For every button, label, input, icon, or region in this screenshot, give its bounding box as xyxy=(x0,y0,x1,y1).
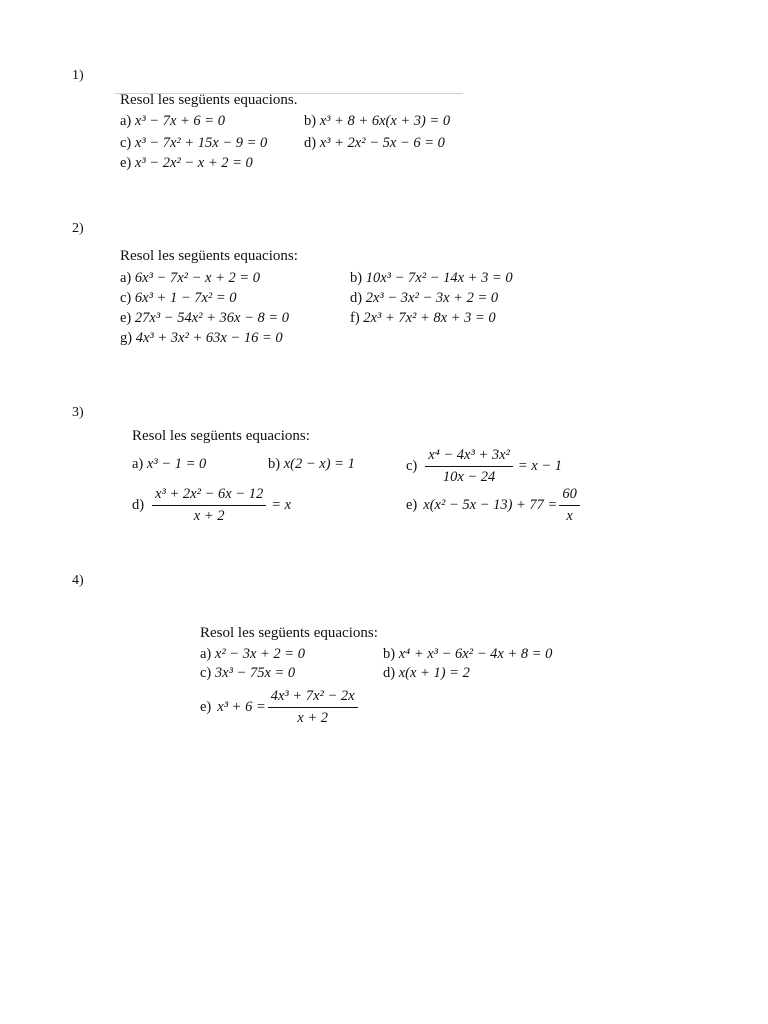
equation-text: x³ − 1 = 0 xyxy=(146,456,207,472)
equation-text: x³ + 6 = xyxy=(217,699,266,715)
exercise-heading: Resol les següents equacions: xyxy=(120,248,298,264)
fraction-numerator: 60 xyxy=(559,486,580,506)
equation-item xyxy=(350,270,513,287)
item-label: g) xyxy=(120,330,133,346)
item-label: c) xyxy=(200,665,212,681)
equation-item xyxy=(350,290,498,307)
fraction-denominator: x + 2 xyxy=(193,508,225,524)
item-label: e) xyxy=(120,155,132,171)
item-label: c) xyxy=(406,458,418,474)
exercise-number: 3) xyxy=(72,405,84,420)
fraction xyxy=(425,447,513,486)
equation-item xyxy=(200,665,295,682)
item-label: a) xyxy=(132,456,144,472)
exercise-number: 4) xyxy=(72,573,84,588)
equation-item xyxy=(304,113,450,130)
equation-item xyxy=(406,486,582,525)
equation-item xyxy=(268,456,355,473)
equation-text: 6x³ + 1 − 7x² = 0 xyxy=(134,290,237,306)
fraction-denominator: 10x − 24 xyxy=(442,469,496,485)
item-label: a) xyxy=(120,113,132,129)
equation-text: 6x³ − 7x² − x + 2 = 0 xyxy=(134,270,261,286)
fraction-denominator: x xyxy=(566,508,573,524)
equation-item xyxy=(120,155,253,172)
equation-text: x(2 − x) = 1 xyxy=(283,456,355,472)
item-label: b) xyxy=(383,646,396,662)
item-label: e) xyxy=(406,497,418,513)
equation-item xyxy=(120,113,225,130)
item-label: f) xyxy=(350,310,360,326)
item-label: b) xyxy=(268,456,281,472)
item-label: e) xyxy=(120,310,132,326)
item-label: e) xyxy=(200,699,212,715)
equation-item xyxy=(350,310,496,327)
equation-item xyxy=(120,310,289,327)
equation-text: x(x + 1) = 2 xyxy=(398,665,470,681)
equation-text: x³ − 7x + 6 = 0 xyxy=(134,113,225,129)
item-label: d) xyxy=(304,135,317,151)
equation-item xyxy=(120,135,267,152)
equation-item xyxy=(132,456,206,473)
equation-text: x³ − 2x² − x + 2 = 0 xyxy=(134,155,253,171)
equation-item xyxy=(200,646,305,663)
fraction-numerator: x⁴ − 4x³ + 3x² xyxy=(425,447,513,467)
equation-text: x³ − 7x² + 15x − 9 = 0 xyxy=(134,135,268,151)
item-label: c) xyxy=(120,290,132,306)
exercise-heading: Resol les següents equacions: xyxy=(200,625,378,641)
equation-text: x⁴ + x³ − 6x² − 4x + 8 = 0 xyxy=(398,646,553,662)
fraction xyxy=(152,486,266,525)
equation-item xyxy=(120,270,260,287)
item-label: b) xyxy=(350,270,363,286)
equation-text: 10x³ − 7x² − 14x + 3 = 0 xyxy=(365,270,513,286)
equation-text: x³ + 2x² − 5x − 6 = 0 xyxy=(319,135,445,151)
equation-text: 27x³ − 54x² + 36x − 8 = 0 xyxy=(134,310,290,326)
equation-text: 2x³ − 3x² − 3x + 2 = 0 xyxy=(365,290,499,306)
exercise-number: 2) xyxy=(72,221,84,236)
equation-item xyxy=(304,135,445,152)
equation-text: x(x² − 5x − 13) + 77 = xyxy=(423,497,558,513)
item-label: b) xyxy=(304,113,317,129)
item-label: d) xyxy=(132,497,145,513)
equation-text: x³ + 8 + 6x(x + 3) = 0 xyxy=(319,113,451,129)
item-label: c) xyxy=(120,135,132,151)
equation-text: x² − 3x + 2 = 0 xyxy=(214,646,305,662)
item-label: a) xyxy=(200,646,212,662)
equation-item xyxy=(120,330,283,347)
equation-rhs: = x − 1 xyxy=(517,458,563,474)
item-label: d) xyxy=(383,665,396,681)
fraction-numerator: x³ + 2x² − 6x − 12 xyxy=(152,486,266,506)
equation-text: 3x³ − 75x = 0 xyxy=(214,665,296,681)
equation-item xyxy=(200,688,360,727)
fraction xyxy=(268,688,358,727)
fraction-denominator: x + 2 xyxy=(297,710,329,726)
fraction xyxy=(559,486,580,525)
equation-item xyxy=(383,665,470,682)
equation-text: 4x³ + 3x² + 63x − 16 = 0 xyxy=(135,330,283,346)
fraction-numerator: 4x³ + 7x² − 2x xyxy=(268,688,358,708)
equation-item xyxy=(132,486,291,525)
equation-item xyxy=(406,447,562,486)
item-label: a) xyxy=(120,270,132,286)
equation-text: 2x³ + 7x² + 8x + 3 = 0 xyxy=(363,310,496,326)
exercise-heading: Resol les següents equacions. xyxy=(120,92,298,108)
exercise-heading: Resol les següents equacions: xyxy=(132,428,310,444)
equation-item xyxy=(383,646,552,663)
exercise-number: 1) xyxy=(72,68,84,83)
item-label: d) xyxy=(350,290,363,306)
equation-item xyxy=(120,290,237,307)
equation-rhs: = x xyxy=(271,497,292,513)
